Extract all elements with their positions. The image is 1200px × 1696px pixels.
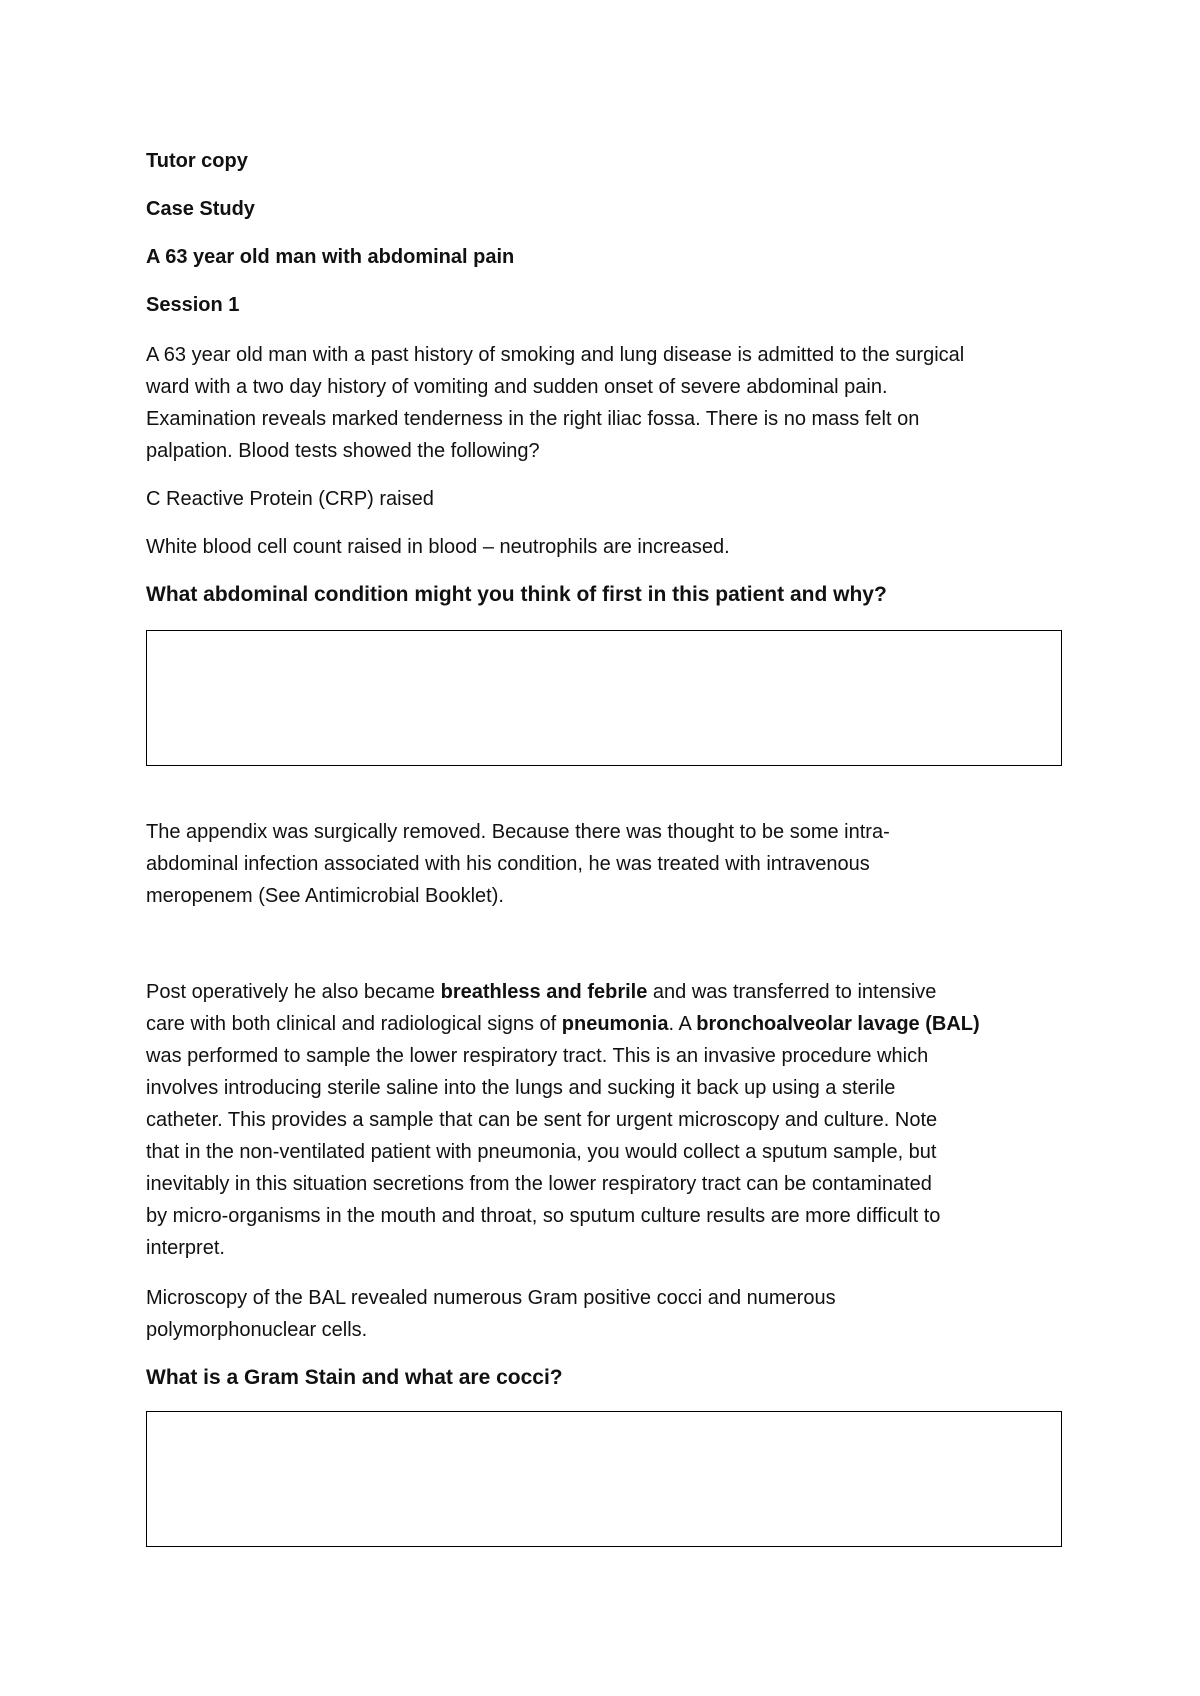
answer-box-2[interactable] bbox=[146, 1411, 1062, 1547]
bal-term: bronchoalveolar lavage (BAL) bbox=[696, 1013, 980, 1035]
document-page bbox=[146, 0, 1066, 1696]
intro-line-1: A 63 year old man with a past history of smoking and lung disease is admitted to the surgical bbox=[146, 344, 965, 366]
pneumonia-term: pneumonia bbox=[561, 1013, 669, 1035]
wbc-result: White blood cell count raised in blood – neutrophils are increased. bbox=[146, 536, 730, 558]
case-study-label: Case Study bbox=[146, 198, 255, 220]
session-label: Session 1 bbox=[146, 294, 240, 316]
microscopy-line-2: polymorphonuclear cells. bbox=[146, 1319, 368, 1341]
postop-line-1-c: and was transferred to intensive bbox=[647, 981, 937, 1003]
postop-line-2-a: care with both clinical and radiological signs of bbox=[146, 1013, 562, 1035]
postop-line-3: was performed to sample the lower respiratory tract. This is an invasive procedure which bbox=[146, 1045, 929, 1067]
surgery-line-3: meropenem (See Antimicrobial Booklet). bbox=[146, 885, 504, 907]
postop-line-1 bbox=[146, 976, 936, 1008]
crp-result: C Reactive Protein (CRP) raised bbox=[146, 488, 434, 510]
microscopy-line-1: Microscopy of the BAL revealed numerous Gram positive cocci and numerous bbox=[146, 1287, 836, 1309]
intro-line-4: palpation. Blood tests showed the following? bbox=[146, 440, 540, 462]
question-1: What abdominal condition might you think of first in this patient and why? bbox=[146, 583, 887, 606]
surgery-line-1: The appendix was surgically removed. Because there was thought to be some intra- bbox=[146, 821, 890, 843]
postop-line-9: interpret. bbox=[146, 1237, 225, 1259]
postop-line-5: catheter. This provides a sample that can be sent for urgent microscopy and culture. Note bbox=[146, 1109, 938, 1131]
surgery-line-2: abdominal infection associated with his condition, he was treated with intravenous bbox=[146, 853, 870, 875]
postop-line-2 bbox=[146, 1008, 980, 1040]
case-title: A 63 year old man with abdominal pain bbox=[146, 246, 515, 268]
postop-line-8: by micro-organisms in the mouth and throat, so sputum culture results are more difficult to bbox=[146, 1205, 941, 1227]
question-2: What is a Gram Stain and what are cocci? bbox=[146, 1366, 563, 1389]
breathless-febrile-term: breathless and febrile bbox=[440, 981, 648, 1003]
intro-line-2: ward with a two day history of vomiting and sudden onset of severe abdominal pain. bbox=[146, 376, 888, 398]
postop-line-4: involves introducing sterile saline into the lungs and sucking it back up using a sterile bbox=[146, 1077, 896, 1099]
intro-line-3: Examination reveals marked tenderness in the right iliac fossa. There is no mass felt on bbox=[146, 408, 920, 430]
postop-line-1-a: Post operatively he also became bbox=[146, 981, 441, 1003]
postop-line-7: inevitably in this situation secretions from the lower respiratory tract can be contaminated bbox=[146, 1173, 932, 1195]
tutor-copy-label: Tutor copy bbox=[146, 150, 248, 172]
postop-line-2-c: . A bbox=[668, 1013, 697, 1035]
answer-box-1[interactable] bbox=[146, 630, 1062, 766]
postop-line-6: that in the non-ventilated patient with pneumonia, you would collect a sputum sample, but bbox=[146, 1141, 937, 1163]
